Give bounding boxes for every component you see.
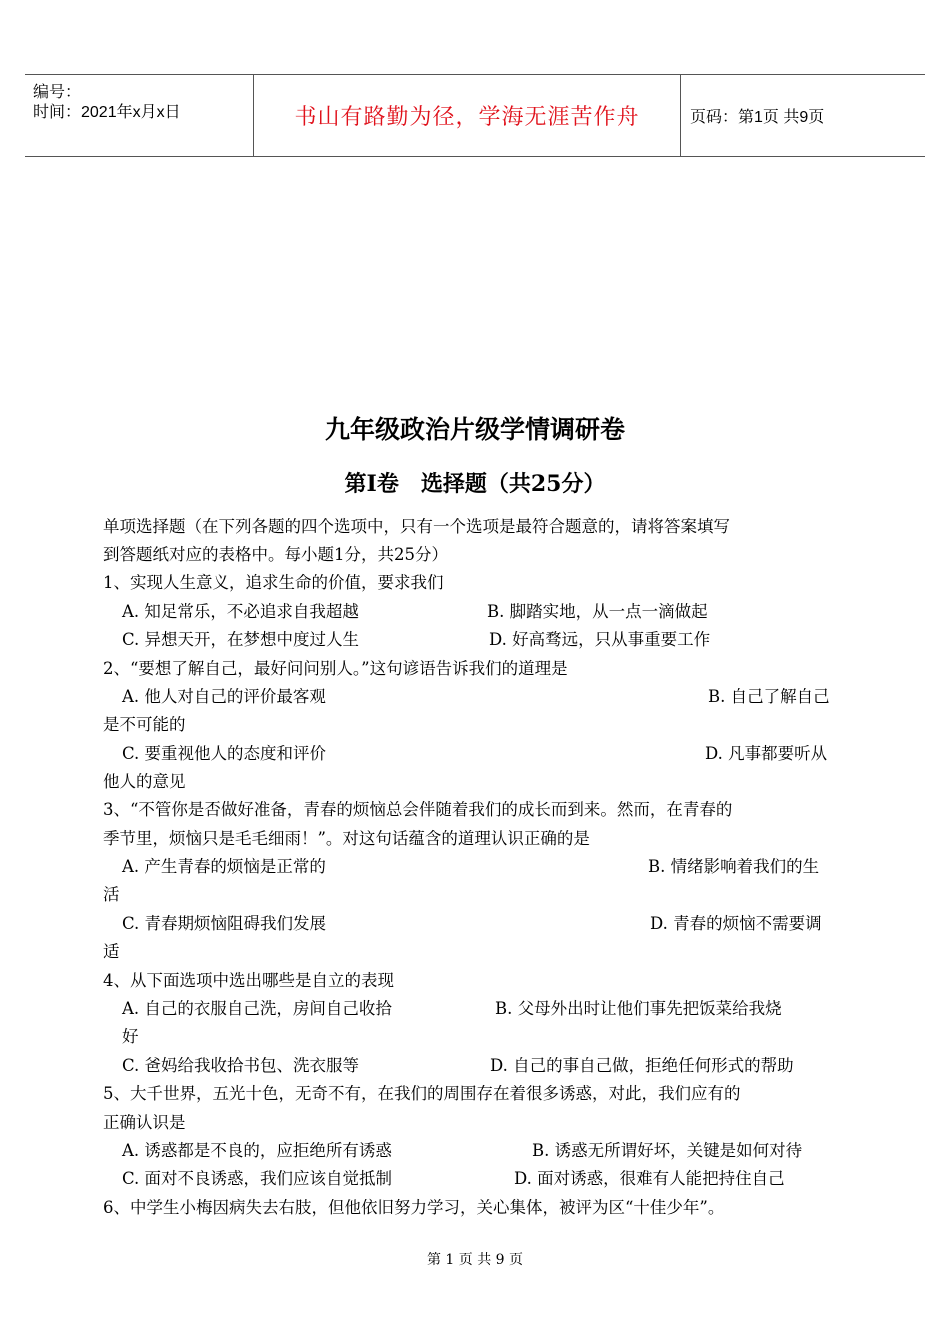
motto: 书山有路勤为径，学海无涯苦作舟 <box>253 75 681 156</box>
q1-option-c: C. 异想天开，在梦想中度过人生 <box>122 630 360 649</box>
q3-stem-1: 3、“不管你是否做好准备，青春的烦恼总会伴随着我们的成长而到来。然而，在青春的 <box>103 800 733 819</box>
q1-option-b: B. 脚踏实地，从一点一滴做起 <box>487 602 708 621</box>
q3-option-b: B. 情绪影响着我们的生 <box>648 857 820 876</box>
q2-option-a: A. 他人对自己的评价最客观 <box>122 687 326 706</box>
number-label: 编号： <box>33 84 82 101</box>
q5-option-b: B. 诱惑无所谓好坏，关键是如何对待 <box>532 1141 803 1160</box>
q4-option-d: D. 自己的事自己做，拒绝任何形式的帮助 <box>490 1056 794 1075</box>
q3-option-b-cont: 活 <box>103 885 120 904</box>
q1-stem: 1、实现人生意义，追求生命的价值，要求我们 <box>103 573 444 592</box>
q2-stem: 2、“要想了解自己，最好问问别人。”这句谚语告诉我们的道理是 <box>103 659 568 678</box>
exam-title: 九年级政治片级学情调研卷 <box>324 415 625 444</box>
q2-option-b-cont: 是不可能的 <box>103 715 186 734</box>
q5-option-a: A. 诱惑都是不良的，应拒绝所有诱惑 <box>122 1141 392 1160</box>
section-title: 第Ⅰ卷 选择题（共25分） <box>344 471 606 497</box>
q4-stem: 4、从下面选项中选出哪些是自立的表现 <box>103 971 394 990</box>
q4-option-a: A. 自己的衣服自己洗，房间自己收拾 <box>122 999 392 1018</box>
q5-stem-1: 5、大千世界，五光十色，无奇不有，在我们的周围存在着很多诱惑，对此，我们应有的 <box>103 1084 741 1103</box>
header-table <box>25 74 925 157</box>
q1-option-d: D. 好高骛远，只从事重要工作 <box>489 630 711 649</box>
q2-option-c: C. 要重视他人的态度和评价 <box>122 744 327 763</box>
instructions-line-2: 到答题纸对应的表格中。每小题1分，共25分） <box>103 545 448 564</box>
q3-stem-2: 季节里，烦恼只是毛毛细雨！”。对这句话蕴含的道理认识正确的是 <box>103 829 590 848</box>
q4-option-b: B. 父母外出时让他们事先把饭菜给我烧 <box>495 999 782 1018</box>
q4-option-c: C. 爸妈给我收拾书包、洗衣服等 <box>122 1056 360 1075</box>
q4-option-b-cont: 好 <box>122 1027 139 1046</box>
instructions-line-1: 单项选择题（在下列各题的四个选项中，只有一个选项是最符合题意的，请将答案填写 <box>103 517 730 536</box>
page-info: 页码：第1页 共9页 <box>690 109 825 126</box>
q3-option-d-cont: 适 <box>103 942 120 961</box>
q1-option-a: A. 知足常乐，不必追求自我超越 <box>122 602 359 621</box>
time-label: 时间：2021年x月x日 <box>33 104 181 121</box>
q2-option-d: D. 凡事都要听从 <box>705 744 828 763</box>
q3-option-c: C. 青春期烦恼阻碍我们发展 <box>122 914 327 933</box>
header-meta <box>25 75 253 156</box>
q6-stem: 6、中学生小梅因病失去右肢，但他依旧努力学习，关心集体，被评为区“十佳少年”。 <box>103 1198 725 1217</box>
q2-option-d-cont: 他人的意见 <box>103 772 186 791</box>
q5-stem-2: 正确认识是 <box>103 1113 186 1132</box>
page-footer: 第 1 页 共 9 页 <box>426 1252 524 1268</box>
q3-option-d: D. 青春的烦恼不需要调 <box>650 914 822 933</box>
q5-option-c: C. 面对不良诱惑，我们应该自觉抵制 <box>122 1169 393 1188</box>
q2-option-b: B. 自己了解自己 <box>708 687 830 706</box>
q3-option-a: A. 产生青春的烦恼是正常的 <box>122 857 326 876</box>
q5-option-d: D. 面对诱惑，很难有人能把持住自己 <box>514 1169 785 1188</box>
